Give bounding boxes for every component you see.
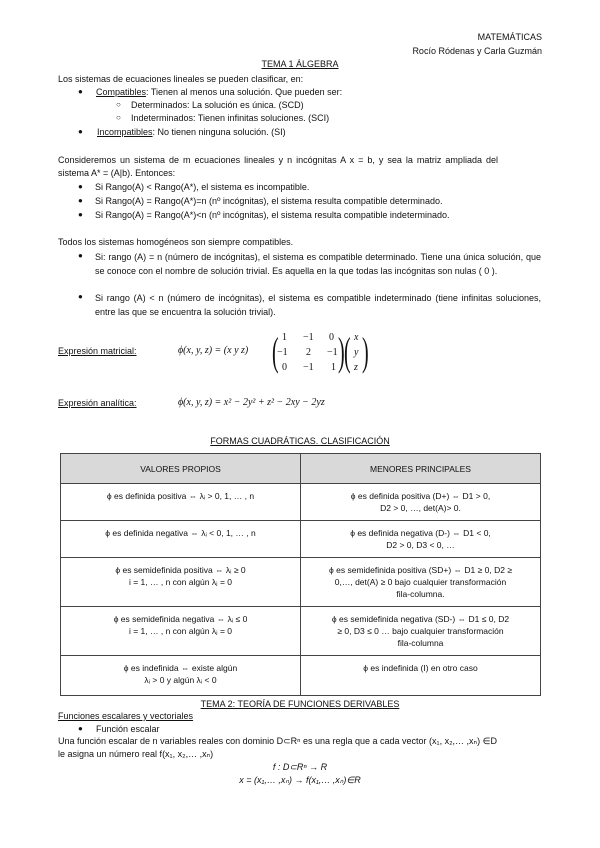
table-row bbox=[61, 558, 541, 607]
formula-1: f : D⊂Rⁿ → R bbox=[272, 762, 328, 772]
cell-line: ϕ es indefinida (I) en otro caso bbox=[363, 663, 478, 673]
incompatibles-text: : No tienen ninguna solución. (SI) bbox=[152, 127, 286, 137]
table-cell bbox=[61, 521, 301, 558]
cell-line: λᵢ > 0 y algún λᵢ < 0 bbox=[144, 675, 217, 685]
incompatibles-label: Incompatibles bbox=[97, 127, 153, 137]
matrix-cell: −1 bbox=[277, 347, 288, 358]
coefficient-matrix bbox=[272, 330, 372, 380]
paren-right: ) bbox=[362, 329, 369, 374]
cell-line: D2 > 0, D3 < 0, … bbox=[386, 540, 455, 550]
table-cell bbox=[301, 521, 541, 558]
bullet-icon: ● bbox=[78, 196, 83, 205]
header-valores-propios: VALORES PROPIOS bbox=[61, 454, 301, 484]
formas-title: FORMAS CUADRÁTICAS. CLASIFICACIÓN bbox=[210, 436, 390, 446]
compatibles-text: : Tienen al menos una solución. Que pueden ser: bbox=[146, 87, 343, 97]
tema2-title: TEMA 2: TEORÍA DE FUNCIONES DERIVABLES bbox=[200, 699, 400, 709]
cell-line: ϕ es definida positiva ⇔ λᵢ > 0, 1, … , n bbox=[106, 491, 255, 501]
homog-item: Si rango (A) < n (número de incógnitas), el sistema es compatible indeterminado (tiene infinitas soluciones, entre las que se encuentra la solución trivial). bbox=[95, 293, 541, 317]
table-cell bbox=[61, 656, 301, 696]
cell-line: ϕ es semidefinida negativa (SD-) ⇔ D1 ≤ 0, D2 bbox=[331, 614, 510, 624]
bullet-icon: ● bbox=[78, 724, 83, 733]
bullet-icon: ● bbox=[78, 87, 83, 96]
analitica-label: Expresión analítica: bbox=[58, 398, 137, 408]
header-menores-principales: MENORES PRINCIPALES bbox=[301, 454, 541, 484]
compatibles-label: Compatibles bbox=[96, 87, 147, 97]
indeterminados-item: Indeterminados: Tienen infinitas soluciones. (SCI) bbox=[131, 113, 330, 123]
header-subject: MATEMÁTICAS bbox=[477, 32, 542, 42]
matricial-label: Expresión matricial: bbox=[58, 346, 137, 356]
cell-line: ϕ es definida positiva (D+) ⇔ D1 > 0, bbox=[350, 491, 491, 501]
table-cell bbox=[61, 484, 301, 521]
intro-text: Los sistemas de ecuaciones lineales se pueden clasificar, en: bbox=[58, 74, 304, 84]
definition-line-1: Una función escalar de n variables reales con dominio D⊂Rⁿ es una regla que a cada vector (x₁, x₂,… ,xₙ) ∈D bbox=[58, 736, 497, 746]
tema2-subtitle: Funciones escalares y vectoriales bbox=[58, 711, 194, 721]
matrix-cell: 2 bbox=[306, 347, 311, 358]
formas-table bbox=[60, 453, 541, 696]
table-row bbox=[61, 656, 541, 696]
table-cell bbox=[301, 607, 541, 656]
cell-line: i = 1, … , n con algún λⱼ = 0 bbox=[128, 577, 233, 587]
table-cell bbox=[301, 484, 541, 521]
vector-cell: x bbox=[354, 332, 359, 343]
matricial-lhs: ϕ(x, y, z) = (x y z) bbox=[178, 345, 249, 356]
cell-line: ϕ es definida negativa (D-) ⇔ D1 < 0, bbox=[350, 528, 491, 538]
matrix-cell: 0 bbox=[282, 362, 287, 373]
matrix-cell: 0 bbox=[329, 332, 334, 343]
table-cell bbox=[301, 656, 541, 696]
bullet-icon: ● bbox=[78, 182, 83, 191]
rango-item: Si Rango(A) = Rango(A*)=n (nº incógnitas), el sistema resulta compatible determinado. bbox=[95, 196, 443, 206]
cell-line: 0,…, det(A) ≥ 0 bajo cualquier transformación bbox=[334, 577, 507, 587]
table-row bbox=[61, 484, 541, 521]
consider-line-2: sistema A* = (A|b). Entonces: bbox=[58, 168, 176, 178]
vector-cell: z bbox=[354, 362, 358, 373]
table-cell bbox=[61, 607, 301, 656]
matrix-cell: 1 bbox=[331, 362, 336, 373]
table-header-row bbox=[61, 454, 541, 484]
paren-left: ( bbox=[344, 329, 351, 374]
vector-cell: y bbox=[354, 347, 359, 358]
cell-line: ϕ es semidefinida negativa ⇔ λᵢ ≤ 0 bbox=[113, 614, 248, 624]
cell-line: ϕ es indefinida ⇔ existe algún bbox=[123, 663, 238, 673]
homog-item: Si: rango (A) = n (número de incógnitas), el sistema es compatible determinado. Tiene una única solución, que se conoce con el nombre de solución trivial. Es aquella en la que todas las incógnitas son nulas ( 0 ). bbox=[95, 252, 541, 276]
definition-line-2: le asigna un número real f(x₁, x₂,… ,xₙ) bbox=[58, 749, 214, 759]
matrix-cell: 1 bbox=[282, 332, 287, 343]
table-row bbox=[61, 521, 541, 558]
rango-item: Si Rango(A) < Rango(A*), el sistema es incompatible. bbox=[95, 182, 310, 192]
rango-item: Si Rango(A) = Rango(A*)<n (nº incógnitas), el sistema resulta compatible indeterminado. bbox=[95, 210, 450, 220]
table-row bbox=[61, 607, 541, 656]
paren-left: ( bbox=[272, 329, 279, 374]
bullet-icon: ● bbox=[78, 251, 83, 260]
determinados-item: Determinados: La solución es única. (SCD) bbox=[131, 100, 304, 110]
header-authors: Rocío Ródenas y Carla Guzmán bbox=[412, 46, 542, 56]
paren-right: ) bbox=[338, 329, 345, 374]
compatibles-item bbox=[96, 87, 342, 97]
cell-line: ϕ es semidefinida positiva (SD+) ⇔ D1 ≥ 0, D2 ≥ bbox=[329, 565, 512, 575]
cell-line: ≥ 0, D3 ≤ 0 … bajo cualquier transformación bbox=[337, 626, 504, 636]
analitica-expr: ϕ(x, y, z) = x² − 2y² + z² − 2xy − 2yz bbox=[178, 397, 325, 408]
cell-line: ϕ es definida negativa ⇔ λᵢ < 0, 1, … , n bbox=[105, 528, 256, 538]
circle-bullet-icon: ○ bbox=[116, 113, 121, 122]
incompatibles-item bbox=[97, 127, 286, 137]
funcion-escalar-item: Función escalar bbox=[96, 724, 160, 734]
formula-2: x = (x₁,… ,xₙ) → f(x₁,… ,xₙ)∈R bbox=[239, 775, 361, 785]
consider-line-1: Consideremos un sistema de m ecuaciones lineales y n incógnitas A x = b, y sea la matriz ampliada del bbox=[58, 155, 498, 165]
table-cell bbox=[61, 558, 301, 607]
bullet-icon: ● bbox=[78, 210, 83, 219]
matrix-cell: −1 bbox=[327, 347, 338, 358]
cell-line: fila-columna bbox=[397, 638, 444, 648]
tema1-title: TEMA 1 ÁLGEBRA bbox=[261, 59, 339, 69]
matrix-cell: −1 bbox=[303, 332, 314, 343]
bullet-icon: ● bbox=[78, 127, 83, 136]
cell-line: D2 > 0, …, det(A)> 0. bbox=[380, 503, 461, 513]
matrix-cell: −1 bbox=[303, 362, 314, 373]
cell-line: i = 1, … , n con algún λⱼ = 0 bbox=[128, 626, 233, 636]
circle-bullet-icon: ○ bbox=[116, 100, 121, 109]
homog-title: Todos los sistemas homogéneos son siempre compatibles. bbox=[58, 237, 294, 247]
cell-line: fila-columna. bbox=[396, 589, 445, 599]
table-cell bbox=[301, 558, 541, 607]
cell-line: ϕ es semidefinida positiva ⇔ λᵢ ≥ 0 bbox=[115, 565, 246, 575]
bullet-icon: ● bbox=[78, 292, 83, 301]
